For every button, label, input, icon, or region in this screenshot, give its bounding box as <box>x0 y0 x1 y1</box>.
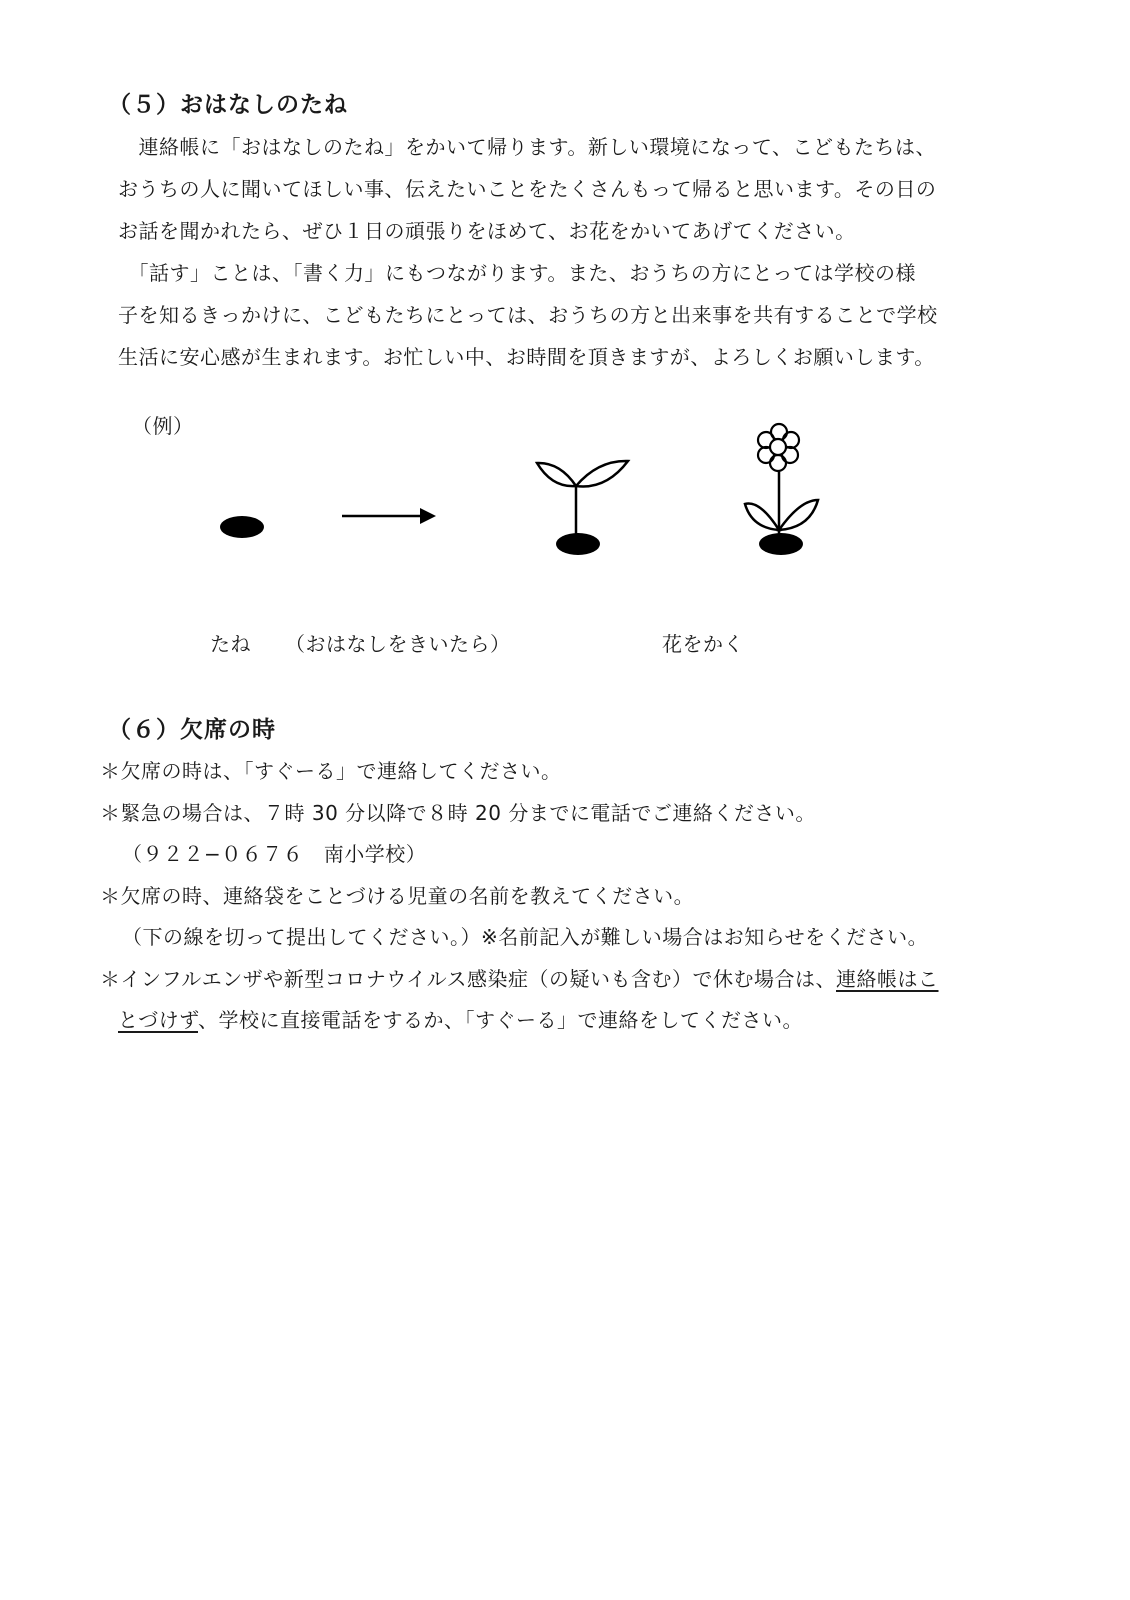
arrow-right-icon <box>342 508 436 524</box>
section5-line-4: 「話す」ことは、「書く力」にもつながります。また、おうちの方にとっては学校の様 <box>118 261 916 285</box>
section6-line-6-underlined: 連絡帳はこ <box>836 967 939 991</box>
section6-line-6-text: ＊インフルエンザや新型コロナウイルス感染症（の疑いも含む）で休む場合は、 <box>100 967 836 991</box>
example-label: （例） <box>132 414 194 438</box>
caption-listen: （おはなしをきいたら） <box>285 632 511 656</box>
section6-line-1: ＊欠席の時は、「すぐーる」で連絡してください。 <box>100 759 562 783</box>
section5-line-6: 生活に安心感が生まれます。お忙しい中、お時間を頂きますが、よろしくお願いします。 <box>118 345 935 369</box>
section6-line-2: ＊緊急の場合は、７時 30 分以降で８時 20 分までに電話でご連絡ください。 <box>100 801 816 825</box>
sprout-icon <box>537 461 628 555</box>
section5-line-3: お話を聞かれたら、ぜひ１日の頑張りをほめて、お花をかいてあげてください。 <box>118 219 856 243</box>
section6-line-4: ＊欠席の時、連絡袋をことづける児童の名前を教えてください。 <box>100 884 695 908</box>
section5-line-2: おうちの人に聞いてほしい事、伝えたいことをたくさんもって帰ると思います。その日の <box>118 177 937 201</box>
caption-seed: たね <box>210 632 251 656</box>
section6-line-7 <box>118 1004 803 1033</box>
section5-line-1: 連絡帳に「おはなしのたね」をかいて帰ります。新しい環境になって、こどもたちは、 <box>118 135 936 159</box>
section6-line-7-underlined: とづけず <box>118 1008 198 1032</box>
seed-icon <box>220 516 264 538</box>
section6-heading: （６）欠席の時 <box>108 717 276 743</box>
section5-line-5: 子を知るきっかけに、こどもたちにとっては、おうちの方と出来事を共有することで学校 <box>118 303 938 327</box>
caption-flower: 花をかく <box>662 632 744 656</box>
section6-line-7-text: 、学校に直接電話をするか、「すぐーる」で連絡をしてください。 <box>198 1008 803 1032</box>
section5-heading: （５）おはなしのたね <box>108 92 348 118</box>
flower-icon <box>745 424 818 555</box>
section6-line-3: （９２２−０６７６ 南小学校） <box>122 842 427 866</box>
section6-line-5: （下の線を切って提出してください。）※名前記入が難しい場合はお知らせをください。 <box>122 925 929 949</box>
section6-line-6 <box>100 963 939 992</box>
